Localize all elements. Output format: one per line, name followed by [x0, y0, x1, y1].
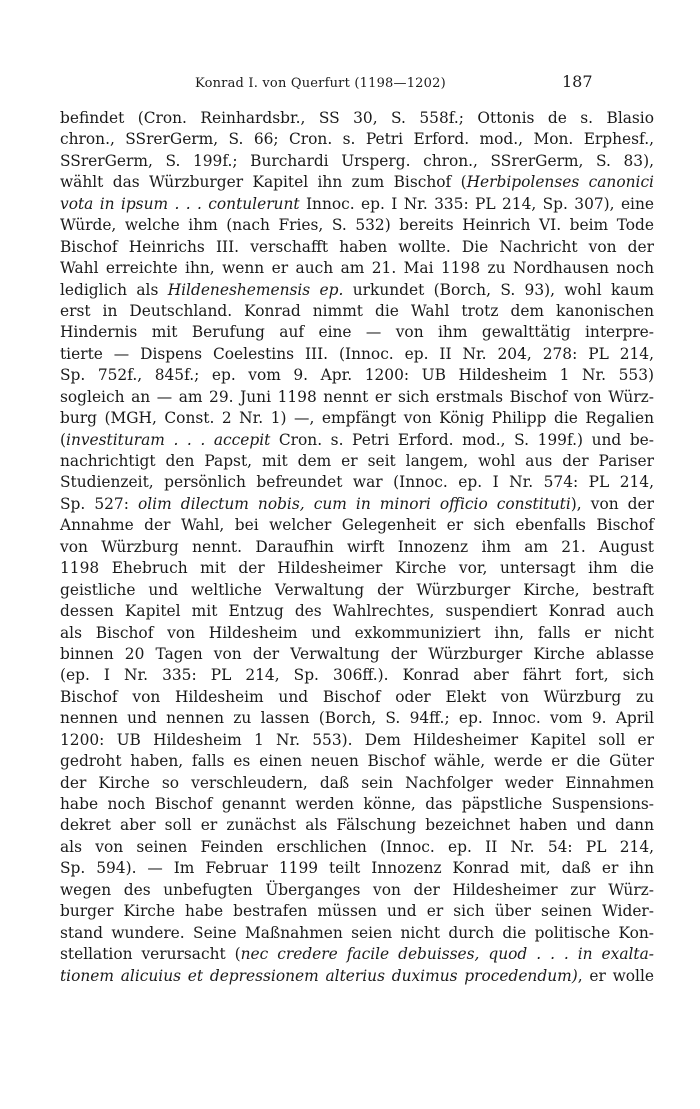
running-head: Konrad I. von Querfurt (1198—1202) — [195, 76, 446, 91]
text-line — [60, 322, 654, 343]
text-segment: , er wolle — [577, 966, 654, 985]
text-segment: Annahme der Wahl, bei welcher Gelegenheit er sich ebenfalls Bischof — [60, 516, 654, 535]
text-segment: dekret aber soll er zunächst als Fälschung bezeichnet haben und dann — [60, 816, 654, 835]
text-segment: burg (MGH, Const. 2 Nr. 1) —, empfängt von König Philipp die Regalien — [60, 409, 654, 428]
text-line — [60, 237, 654, 258]
text-line — [60, 558, 654, 579]
italic-text-segment: vota in ipsum . . . contulerunt — [60, 194, 300, 213]
text-segment: gedroht haben, falls es einen neuen Bischof wähle, werde er die Güter — [60, 752, 654, 771]
text-segment: der Kirche so verschleudern, daß sein Nachfolger weder Einnahmen — [60, 773, 654, 792]
text-line — [60, 494, 654, 515]
text-line — [60, 515, 654, 536]
text-segment: ), von der — [570, 494, 655, 513]
text-segment: geistliche und weltliche Verwaltung der Würzburger Kirche, bestraft — [60, 580, 654, 599]
text-line — [60, 280, 654, 301]
text-segment: wegen des unbefugten Überganges von der Hildesheimer zur Würz- — [60, 880, 654, 899]
text-line — [60, 258, 654, 279]
text-line — [60, 194, 654, 215]
text-segment: habe noch Bischof genannt werden könne, das päpstliche Suspensions- — [60, 795, 654, 813]
text-segment: als Bischof von Hildesheim und exkommuniziert ihn, falls er nicht — [60, 623, 654, 642]
text-segment: lediglich als — [60, 280, 168, 299]
text-segment: ( — [60, 430, 67, 449]
text-segment: von Würzburg nennt. Daraufhin wirft Innozenz ihm am 21. August — [60, 537, 654, 556]
text-segment: burger Kirche habe bestrafen müssen und er sich über seinen Wider- — [60, 902, 654, 921]
text-line — [60, 708, 654, 729]
text-line — [60, 472, 654, 493]
text-line — [60, 665, 654, 686]
text-segment: Bischof von Hildesheim und Bischof oder Elekt von Würzburg zu — [60, 687, 654, 706]
text-segment: wählt das Würzburger Kapitel ihn zum Bischof ( — [60, 173, 467, 192]
text-segment: Sp. 752f., 845f.; ep. vom 9. Apr. 1200: UB Hildesheim 1 Nr. 553) — [60, 366, 654, 385]
text-line — [60, 730, 654, 751]
text-line — [60, 344, 654, 365]
text-segment: 1198 Ehebruch mit der Hildesheimer Kirche vor, untersagt ihm die — [60, 559, 654, 578]
text-segment: dessen Kapitel mit Entzug des Wahlrechtes, suspendiert Konrad auch — [60, 602, 654, 621]
text-line — [60, 687, 654, 708]
text-segment: sogleich an — am 29. Juni 1198 nennt er sich erstmals Bischof von Würz- — [60, 387, 654, 406]
text-segment: (ep. I Nr. 335: PL 214, Sp. 306ff.). Konrad aber fährt fort, sich — [60, 666, 654, 685]
text-line — [60, 215, 654, 236]
text-line — [60, 365, 654, 386]
page-number: 187 — [562, 72, 593, 91]
text-segment: Wahl erreichte ihn, wenn er auch am 21. Mai 1198 zu Nordhausen noch — [60, 259, 654, 278]
italic-text-segment: Hildeneshemensis ep. — [167, 280, 344, 299]
text-line — [60, 815, 654, 836]
text-line — [60, 172, 654, 193]
text-segment: nennen und nennen zu lassen (Borch, S. 94ff.; ep. Innoc. vom 9. April — [60, 709, 654, 728]
text-segment: Cron. s. Petri Erford. mod., S. 199f.) und be- — [270, 430, 654, 449]
text-line — [60, 880, 654, 901]
text-line — [60, 966, 654, 987]
text-segment: stand wundere. Seine Maßnahmen seien nicht durch die politische Kon- — [60, 923, 654, 942]
text-line — [60, 129, 654, 150]
text-segment: Innoc. ep. I Nr. 335: PL 214, Sp. 307), eine — [299, 194, 654, 213]
text-line — [60, 773, 654, 794]
text-line — [60, 451, 654, 472]
text-segment: binnen 20 Tagen von der Verwaltung der Würzburger Kirche ablasse — [60, 644, 654, 663]
text-segment: erst in Deutschland. Konrad nimmt die Wahl trotz dem kanonischen — [60, 301, 654, 320]
text-segment: Sp. 527: — [60, 494, 138, 513]
text-segment: als von seinen Feinden erschlichen (Innoc. ep. II Nr. 54: PL 214, — [60, 837, 654, 856]
text-line — [60, 601, 654, 622]
italic-text-segment: investituram . . . accepit — [66, 430, 271, 449]
body-text — [60, 108, 654, 987]
text-line — [60, 387, 654, 408]
text-line — [60, 430, 654, 451]
text-line — [60, 623, 654, 644]
text-segment: 1200: UB Hildesheim 1 Nr. 553). Dem Hildesheimer Kapitel soll er — [60, 730, 654, 749]
text-segment: Hindernis mit Berufung auf eine — von ihm gewalttätig interpre- — [60, 323, 654, 342]
text-segment: SSrerGerm, S. 199f.; Burchardi Ursperg. chron., SSrerGerm, S. 83), — [60, 151, 654, 170]
text-segment: chron., SSrerGerm, S. 66; Cron. s. Petri Erford. mod., Mon. Erphesf., — [60, 130, 654, 149]
text-line — [60, 858, 654, 879]
text-segment: Würde, welche ihm (nach Fries, S. 532) bereits Heinrich VI. beim Tode — [60, 216, 654, 235]
text-segment: nachrichtigt den Papst, mit dem er seit langem, wohl aus der Pariser — [60, 452, 654, 470]
italic-text-segment: tionem alicuius et depressionem alterius duximus procedendum) — [60, 966, 578, 985]
text-segment: befindet (Cron. Reinhardsbr., SS 30, S. 558f.; Ottonis de s. Blasio — [60, 109, 654, 127]
text-line — [60, 644, 654, 665]
text-line — [60, 580, 654, 601]
text-segment: Bischof Heinrichs III. verschafft haben wollte. Die Nachricht von der — [60, 237, 654, 256]
text-segment: tierte — Dispens Coelestins III. (Innoc. ep. II Nr. 204, 278: PL 214, — [60, 344, 654, 363]
italic-text-segment: olim dilectum nobis, cum in minori officio constituti — [137, 494, 571, 513]
text-line — [60, 151, 654, 172]
text-line — [60, 944, 654, 965]
text-line — [60, 751, 654, 772]
text-segment: stellation verursacht ( — [60, 945, 241, 964]
italic-text-segment: nec credere facile debuisses, quod . . . in exalta- — [240, 945, 654, 964]
text-line — [60, 301, 654, 322]
text-segment: Studienzeit, persönlich befreundet war (Innoc. ep. I Nr. 574: PL 214, — [60, 473, 654, 492]
text-segment: urkundet (Borch, S. 93), wohl kaum — [343, 280, 654, 299]
text-line — [60, 108, 654, 129]
italic-text-segment: Herbipolenses canonici — [466, 173, 654, 192]
text-line — [60, 537, 654, 558]
text-line — [60, 408, 654, 429]
text-line — [60, 794, 654, 815]
text-line — [60, 837, 654, 858]
text-line — [60, 901, 654, 922]
text-line — [60, 923, 654, 944]
text-segment: Sp. 594). — Im Februar 1199 teilt Innozenz Konrad mit, daß er ihn — [60, 859, 654, 878]
